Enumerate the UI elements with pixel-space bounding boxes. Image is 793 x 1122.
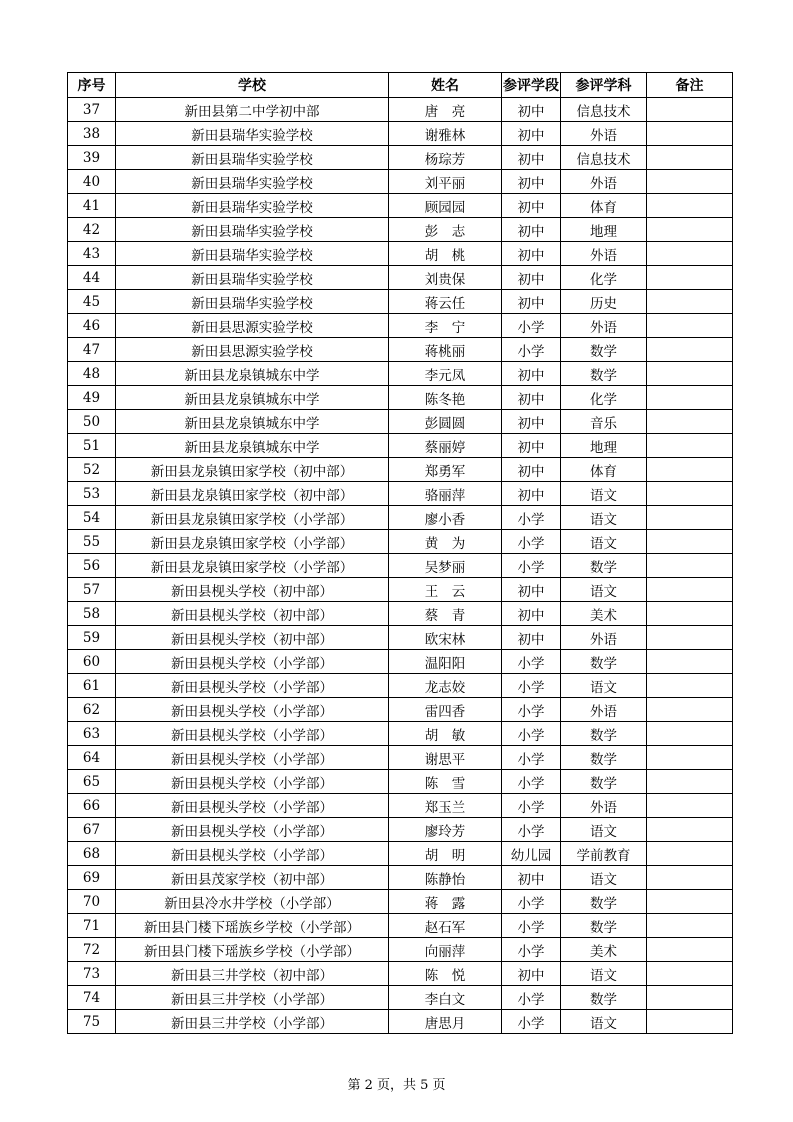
table-row	[68, 842, 733, 866]
cell-subject: 数学	[561, 722, 647, 746]
cell-name: 杨琮芳	[389, 146, 502, 170]
cell-school: 新田县枧头学校（初中部）	[116, 626, 389, 650]
cell-name: 李白文	[389, 986, 502, 1010]
cell-name: 蒋 露	[389, 890, 502, 914]
cell-name: 龙志姣	[389, 674, 502, 698]
cell-stage: 小学	[502, 794, 561, 818]
cell-name: 谢思平	[389, 746, 502, 770]
table-row	[68, 746, 733, 770]
cell-school: 新田县冷水井学校（小学部）	[116, 890, 389, 914]
cell-subject: 语文	[561, 962, 647, 986]
cell-name: 陈 悦	[389, 962, 502, 986]
cell-number: 44	[68, 266, 116, 290]
cell-stage: 小学	[502, 722, 561, 746]
cell-number: 57	[68, 578, 116, 602]
cell-note	[647, 290, 733, 314]
cell-number: 40	[68, 170, 116, 194]
cell-subject: 体育	[561, 194, 647, 218]
cell-number: 69	[68, 866, 116, 890]
cell-stage: 小学	[502, 914, 561, 938]
cell-subject: 语文	[561, 674, 647, 698]
cell-name: 刘平丽	[389, 170, 502, 194]
cell-number: 47	[68, 338, 116, 362]
cell-note	[647, 554, 733, 578]
cell-school: 新田县思源实验学校	[116, 314, 389, 338]
cell-note	[647, 506, 733, 530]
cell-school: 新田县瑞华实验学校	[116, 194, 389, 218]
cell-note	[647, 626, 733, 650]
cell-note	[647, 242, 733, 266]
cell-number: 52	[68, 458, 116, 482]
cell-stage: 小学	[502, 650, 561, 674]
cell-note	[647, 218, 733, 242]
cell-name: 胡 明	[389, 842, 502, 866]
cell-school: 新田县龙泉镇田家学校（小学部）	[116, 554, 389, 578]
cell-school: 新田县龙泉镇田家学校（初中部）	[116, 482, 389, 506]
table-row	[68, 866, 733, 890]
cell-school: 新田县龙泉镇城东中学	[116, 386, 389, 410]
cell-school: 新田县龙泉镇田家学校（小学部）	[116, 506, 389, 530]
cell-number: 73	[68, 962, 116, 986]
cell-number: 72	[68, 938, 116, 962]
cell-number: 42	[68, 218, 116, 242]
table-row	[68, 986, 733, 1010]
cell-name: 蒋云任	[389, 290, 502, 314]
table-row	[68, 194, 733, 218]
cell-note	[647, 386, 733, 410]
table-row	[68, 434, 733, 458]
cell-school: 新田县三井学校（小学部）	[116, 986, 389, 1010]
cell-stage: 初中	[502, 170, 561, 194]
cell-note	[647, 1010, 733, 1034]
cell-number: 51	[68, 434, 116, 458]
table-row	[68, 146, 733, 170]
table-row	[68, 650, 733, 674]
col-header-stage: 参评学段	[502, 73, 561, 98]
cell-note	[647, 530, 733, 554]
cell-name: 向丽萍	[389, 938, 502, 962]
cell-subject: 语文	[561, 1010, 647, 1034]
cell-note	[647, 314, 733, 338]
cell-stage: 小学	[502, 986, 561, 1010]
cell-number: 50	[68, 410, 116, 434]
cell-name: 谢雅林	[389, 122, 502, 146]
cell-subject: 数学	[561, 770, 647, 794]
cell-number: 59	[68, 626, 116, 650]
cell-school: 新田县瑞华实验学校	[116, 146, 389, 170]
cell-school: 新田县枧头学校（小学部）	[116, 794, 389, 818]
page-footer: 第 2 页，共 5 页	[347, 1078, 446, 1093]
cell-school: 新田县枧头学校（小学部）	[116, 674, 389, 698]
cell-stage: 初中	[502, 386, 561, 410]
cell-number: 60	[68, 650, 116, 674]
cell-subject: 语文	[561, 818, 647, 842]
cell-subject: 数学	[561, 554, 647, 578]
cell-name: 顾园园	[389, 194, 502, 218]
table-row	[68, 458, 733, 482]
cell-name: 温阳阳	[389, 650, 502, 674]
cell-number: 43	[68, 242, 116, 266]
table-row	[68, 698, 733, 722]
cell-stage: 小学	[502, 530, 561, 554]
cell-subject: 语文	[561, 482, 647, 506]
table-row	[68, 242, 733, 266]
cell-subject: 数学	[561, 986, 647, 1010]
cell-subject: 外语	[561, 698, 647, 722]
cell-note	[647, 434, 733, 458]
cell-number: 71	[68, 914, 116, 938]
cell-subject: 语文	[561, 578, 647, 602]
cell-stage: 初中	[502, 98, 561, 122]
cell-school: 新田县龙泉镇田家学校（小学部）	[116, 530, 389, 554]
cell-name: 郑勇军	[389, 458, 502, 482]
cell-number: 41	[68, 194, 116, 218]
cell-number: 63	[68, 722, 116, 746]
cell-name: 彭圆圆	[389, 410, 502, 434]
cell-note	[647, 722, 733, 746]
cell-note	[647, 890, 733, 914]
cell-subject: 外语	[561, 242, 647, 266]
cell-subject: 美术	[561, 938, 647, 962]
table-row	[68, 914, 733, 938]
table-row	[68, 506, 733, 530]
cell-number: 55	[68, 530, 116, 554]
cell-subject: 外语	[561, 122, 647, 146]
cell-number: 53	[68, 482, 116, 506]
cell-note	[647, 650, 733, 674]
cell-subject: 信息技术	[561, 98, 647, 122]
cell-stage: 小学	[502, 314, 561, 338]
cell-number: 49	[68, 386, 116, 410]
cell-school: 新田县瑞华实验学校	[116, 122, 389, 146]
table-row	[68, 266, 733, 290]
cell-note	[647, 698, 733, 722]
cell-stage: 初中	[502, 626, 561, 650]
cell-note	[647, 194, 733, 218]
cell-subject: 学前教育	[561, 842, 647, 866]
table-row	[68, 890, 733, 914]
cell-note	[647, 794, 733, 818]
table-row	[68, 530, 733, 554]
cell-stage: 初中	[502, 290, 561, 314]
cell-school: 新田县枧头学校（小学部）	[116, 818, 389, 842]
table-row	[68, 770, 733, 794]
cell-note	[647, 122, 733, 146]
table-row	[68, 170, 733, 194]
cell-name: 蔡 青	[389, 602, 502, 626]
table-row	[68, 794, 733, 818]
cell-note	[647, 674, 733, 698]
cell-stage: 初中	[502, 962, 561, 986]
cell-subject: 外语	[561, 314, 647, 338]
table-row	[68, 98, 733, 122]
cell-stage: 小学	[502, 698, 561, 722]
cell-stage: 小学	[502, 338, 561, 362]
cell-subject: 历史	[561, 290, 647, 314]
cell-stage: 初中	[502, 482, 561, 506]
cell-stage: 小学	[502, 938, 561, 962]
cell-name: 胡 桃	[389, 242, 502, 266]
table-row	[68, 362, 733, 386]
table-row	[68, 218, 733, 242]
cell-note	[647, 602, 733, 626]
cell-stage: 初中	[502, 218, 561, 242]
cell-school: 新田县龙泉镇城东中学	[116, 434, 389, 458]
cell-number: 68	[68, 842, 116, 866]
col-header-subject: 参评学科	[561, 73, 647, 98]
cell-number: 45	[68, 290, 116, 314]
table-row	[68, 962, 733, 986]
cell-name: 陈 雪	[389, 770, 502, 794]
cell-note	[647, 98, 733, 122]
cell-note	[647, 746, 733, 770]
cell-name: 郑玉兰	[389, 794, 502, 818]
table-row	[68, 386, 733, 410]
cell-stage: 初中	[502, 362, 561, 386]
cell-school: 新田县三井学校（初中部）	[116, 962, 389, 986]
cell-number: 70	[68, 890, 116, 914]
cell-stage: 初中	[502, 866, 561, 890]
cell-note	[647, 962, 733, 986]
cell-note	[647, 410, 733, 434]
cell-school: 新田县瑞华实验学校	[116, 170, 389, 194]
cell-name: 雷四香	[389, 698, 502, 722]
cell-stage: 初中	[502, 410, 561, 434]
cell-stage: 初中	[502, 434, 561, 458]
cell-school: 新田县枧头学校（小学部）	[116, 698, 389, 722]
cell-name: 吴梦丽	[389, 554, 502, 578]
cell-note	[647, 170, 733, 194]
cell-number: 66	[68, 794, 116, 818]
cell-subject: 音乐	[561, 410, 647, 434]
table-header	[68, 73, 733, 98]
cell-school: 新田县枧头学校（小学部）	[116, 650, 389, 674]
cell-note	[647, 938, 733, 962]
table-row	[68, 674, 733, 698]
cell-note	[647, 866, 733, 890]
table-row	[68, 1010, 733, 1034]
cell-note	[647, 458, 733, 482]
cell-name: 胡 敏	[389, 722, 502, 746]
cell-subject: 信息技术	[561, 146, 647, 170]
cell-note	[647, 986, 733, 1010]
cell-school: 新田县枧头学校（小学部）	[116, 722, 389, 746]
cell-school: 新田县龙泉镇城东中学	[116, 410, 389, 434]
cell-stage: 小学	[502, 818, 561, 842]
cell-subject: 数学	[561, 362, 647, 386]
table-row	[68, 314, 733, 338]
cell-name: 李 宁	[389, 314, 502, 338]
cell-note	[647, 818, 733, 842]
cell-note	[647, 914, 733, 938]
cell-subject: 地理	[561, 434, 647, 458]
cell-stage: 初中	[502, 242, 561, 266]
cell-number: 46	[68, 314, 116, 338]
cell-subject: 化学	[561, 386, 647, 410]
table-row	[68, 410, 733, 434]
cell-note	[647, 842, 733, 866]
cell-stage: 小学	[502, 890, 561, 914]
cell-subject: 美术	[561, 602, 647, 626]
cell-name: 李元凤	[389, 362, 502, 386]
cell-school: 新田县瑞华实验学校	[116, 242, 389, 266]
cell-note	[647, 482, 733, 506]
cell-number: 38	[68, 122, 116, 146]
cell-subject: 地理	[561, 218, 647, 242]
cell-stage: 初中	[502, 602, 561, 626]
cell-subject: 数学	[561, 746, 647, 770]
cell-school: 新田县枧头学校（初中部）	[116, 602, 389, 626]
cell-stage: 幼儿园	[502, 842, 561, 866]
col-header-note: 备注	[647, 73, 733, 98]
cell-stage: 小学	[502, 506, 561, 530]
cell-name: 赵石军	[389, 914, 502, 938]
col-header-number: 序号	[68, 73, 116, 98]
cell-number: 74	[68, 986, 116, 1010]
cell-name: 欧宋林	[389, 626, 502, 650]
cell-name: 骆丽萍	[389, 482, 502, 506]
cell-number: 48	[68, 362, 116, 386]
cell-stage: 初中	[502, 266, 561, 290]
cell-subject: 语文	[561, 506, 647, 530]
cell-stage: 初中	[502, 122, 561, 146]
cell-note	[647, 770, 733, 794]
cell-school: 新田县思源实验学校	[116, 338, 389, 362]
table-row	[68, 722, 733, 746]
cell-school: 新田县龙泉镇田家学校（初中部）	[116, 458, 389, 482]
cell-name: 王 云	[389, 578, 502, 602]
cell-school: 新田县枧头学校（初中部）	[116, 578, 389, 602]
cell-note	[647, 362, 733, 386]
cell-subject: 语文	[561, 530, 647, 554]
cell-subject: 体育	[561, 458, 647, 482]
col-header-name: 姓名	[389, 73, 502, 98]
table-row	[68, 602, 733, 626]
cell-number: 64	[68, 746, 116, 770]
cell-school: 新田县门楼下瑶族乡学校（小学部）	[116, 914, 389, 938]
cell-subject: 数学	[561, 890, 647, 914]
table-row	[68, 938, 733, 962]
cell-stage: 小学	[502, 554, 561, 578]
cell-name: 刘贵保	[389, 266, 502, 290]
table-row	[68, 482, 733, 506]
cell-note	[647, 146, 733, 170]
cell-subject: 外语	[561, 626, 647, 650]
cell-number: 62	[68, 698, 116, 722]
cell-number: 37	[68, 98, 116, 122]
cell-school: 新田县瑞华实验学校	[116, 218, 389, 242]
header-row	[68, 73, 733, 98]
cell-name: 陈冬艳	[389, 386, 502, 410]
cell-school: 新田县瑞华实验学校	[116, 290, 389, 314]
cell-number: 58	[68, 602, 116, 626]
table-row	[68, 122, 733, 146]
cell-number: 61	[68, 674, 116, 698]
cell-number: 39	[68, 146, 116, 170]
cell-name: 廖玲芳	[389, 818, 502, 842]
cell-name: 蔡丽婷	[389, 434, 502, 458]
cell-name: 彭 志	[389, 218, 502, 242]
table-row	[68, 626, 733, 650]
cell-stage: 初中	[502, 458, 561, 482]
col-header-school: 学校	[116, 73, 389, 98]
cell-name: 陈静怡	[389, 866, 502, 890]
table-row	[68, 578, 733, 602]
cell-subject: 数学	[561, 650, 647, 674]
cell-school: 新田县瑞华实验学校	[116, 266, 389, 290]
table-row	[68, 290, 733, 314]
cell-school: 新田县门楼下瑶族乡学校（小学部）	[116, 938, 389, 962]
cell-name: 蒋桃丽	[389, 338, 502, 362]
cell-number: 54	[68, 506, 116, 530]
cell-stage: 初中	[502, 194, 561, 218]
cell-school: 新田县枧头学校（小学部）	[116, 770, 389, 794]
cell-stage: 初中	[502, 578, 561, 602]
cell-name: 唐 亮	[389, 98, 502, 122]
cell-number: 56	[68, 554, 116, 578]
cell-number: 75	[68, 1010, 116, 1034]
cell-school: 新田县茂家学校（初中部）	[116, 866, 389, 890]
cell-subject: 数学	[561, 338, 647, 362]
cell-name: 黄 为	[389, 530, 502, 554]
cell-subject: 数学	[561, 914, 647, 938]
roster-table	[67, 72, 733, 1034]
cell-name: 唐思月	[389, 1010, 502, 1034]
cell-school: 新田县第二中学初中部	[116, 98, 389, 122]
cell-note	[647, 266, 733, 290]
cell-school: 新田县枧头学校（小学部）	[116, 842, 389, 866]
cell-school: 新田县枧头学校（小学部）	[116, 746, 389, 770]
cell-stage: 小学	[502, 770, 561, 794]
cell-stage: 初中	[502, 146, 561, 170]
table-body	[68, 98, 733, 1034]
cell-school: 新田县龙泉镇城东中学	[116, 362, 389, 386]
cell-note	[647, 578, 733, 602]
table-row	[68, 818, 733, 842]
cell-stage: 小学	[502, 1010, 561, 1034]
table-row	[68, 554, 733, 578]
cell-school: 新田县三井学校（小学部）	[116, 1010, 389, 1034]
cell-subject: 语文	[561, 866, 647, 890]
cell-stage: 小学	[502, 746, 561, 770]
cell-subject: 外语	[561, 794, 647, 818]
cell-number: 65	[68, 770, 116, 794]
cell-subject: 外语	[561, 170, 647, 194]
table-row	[68, 338, 733, 362]
cell-stage: 小学	[502, 674, 561, 698]
cell-note	[647, 338, 733, 362]
cell-name: 廖小香	[389, 506, 502, 530]
cell-number: 67	[68, 818, 116, 842]
cell-subject: 化学	[561, 266, 647, 290]
